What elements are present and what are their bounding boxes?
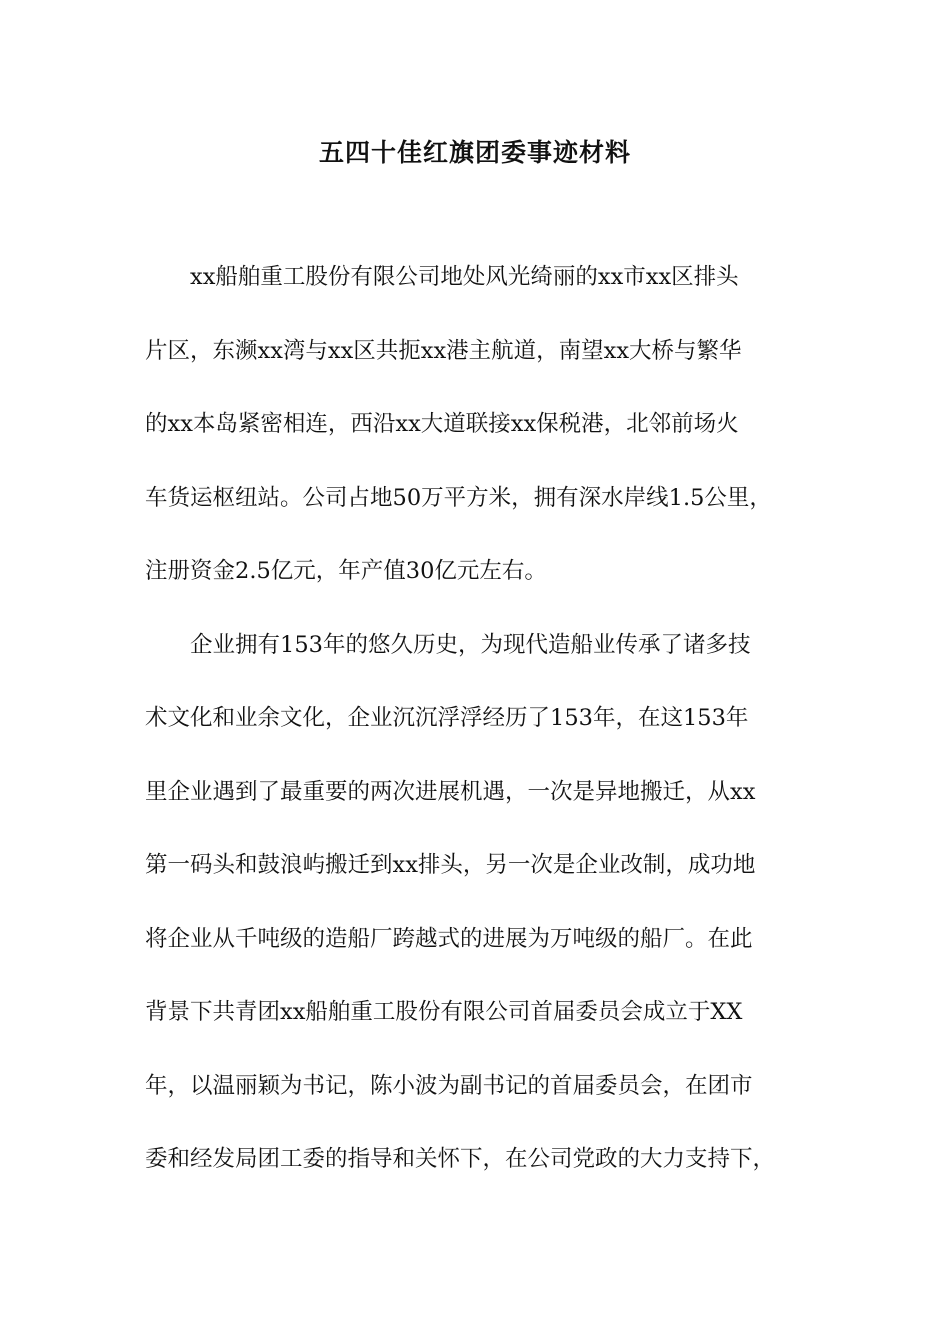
body-line-8: 里企业遇到了最重要的两次进展机遇，一次是异地搬迁，从xx xyxy=(145,778,756,805)
body-line-1: xx船舶重工股份有限公司地处风光绮丽的xx市xx区排头 xyxy=(190,264,739,290)
body-line-9: 第一码头和鼓浪屿搬迁到xx排头，另一次是企业改制，成功地 xyxy=(145,852,756,878)
body-line-11: 背景下共青团xx船舶重工股份有限公司首届委员会成立于XX xyxy=(145,999,743,1025)
body-line-2: 片区，东濒xx湾与xx区共扼xx港主航道，南望xx大桥与繁华 xyxy=(145,337,742,364)
body-line-6: 企业拥有153年的悠久历史，为现代造船业传承了诸多技 xyxy=(190,631,751,658)
body-line-3: 的xx本岛紧密相连，西沿xx大道联接xx保税港，北邻前场火 xyxy=(145,411,739,437)
document-title: 五四十佳红旗团委事迹材料 xyxy=(318,138,631,167)
body-line-7: 术文化和业余文化，企业沉沉浮浮经历了153年，在这153年 xyxy=(145,705,749,731)
body-line-13: 委和经发局团工委的指导和关怀下，在公司党政的大力支持下， xyxy=(145,1146,776,1172)
body-line-12: 年，以温丽颖为书记，陈小波为副书记的首届委员会，在团市 xyxy=(145,1072,753,1099)
body-line-5: 注册资金2.5亿元，年产值30亿元左右。 xyxy=(145,558,547,584)
document-body xyxy=(145,253,825,1209)
body-line-10: 将企业从千吨级的造船厂跨越式的进展为万吨级的船厂。在此 xyxy=(145,925,753,952)
body-line-4: 车货运枢纽站。公司占地50万平方米，拥有深水岸线1.5公里， xyxy=(145,484,772,511)
